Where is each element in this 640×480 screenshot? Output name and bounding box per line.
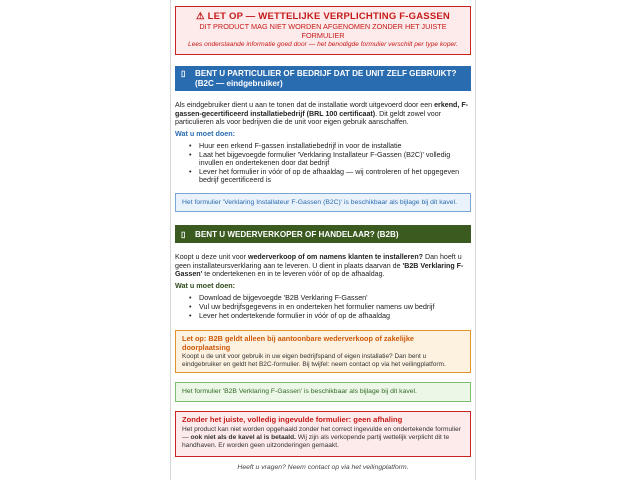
list-item: • Lever het ondertekende formulier in vóór of op de afhaaldag [189,312,471,320]
b2b-info-box: Het formulier 'B2B Verklaring F-Gassen' is beschikbaar als bijlage bij dit kavel. [175,382,471,402]
b2c-steps-list [189,142,471,184]
b2b-todo-label: Wat u moet doen: [175,281,236,291]
list-item: • Huur een erkend F-gassen installatiebedrijf in voor de installatie [189,142,471,150]
document-page [170,0,476,480]
b2b-paragraph: Koopt u deze unit voor wederverkoop of om namens klanten te installeren? Dan hoeft u geen installateursverklaring aan te leveren. U dient in plaats daarvan de 'B2B Verklaring F-Gassen' te ondertekenen en in te leveren vóór of op de afhaaldag. [175,253,464,279]
b2b-heading: ▯ BENT U WEDERVERKOPER OF HANDELAAR? (B2B) [175,225,471,243]
b2b-warning-box [175,330,471,373]
final-warning-body: Het product kan niet worden opgehaald zonder het correct ingevulde en ondertekende formulier — ook niet als de kavel al is betaald. Wij zijn als verkopende partij wettelijk verplicht dit te handhaven. Er worden geen uitzonderingen gemaakt. [182,425,461,450]
b2c-info-box: Het formulier 'Verklaring Installateur F-Gassen (B2C)' is beschikbaar als bijlage bij dit kavel. [175,193,471,212]
list-item: • Lever het formulier in vóór of op de afhaaldag — wij controleren of het opgegeven bedrijf gecertificeerd is [189,168,471,185]
warning-title: ⚠ LET OP — WETTELIJKE VERPLICHTING F-GASSEN [196,11,450,22]
footer-note: Heeft u vragen? Neem contact op via het veilingplatform. [237,463,409,471]
list-item: • Vul uw bedrijfsgegevens in en onderteken het formulier namens uw bedrijf [189,303,471,311]
b2b-steps-list [189,294,471,320]
box-icon: ▯ [181,69,186,78]
final-warning-title: Zonder het juiste, volledig ingevulde formulier: geen afhaling [182,414,403,424]
warning-subtitle: DIT PRODUCT MAG NIET WORDEN AFGENOMEN ZONDER HET JUISTE FORMULIER [199,22,447,40]
list-item: • Download de bijgevoegde 'B2B Verklaring F-Gassen' [189,294,471,302]
warning-icon: ⚠ [196,11,205,22]
legal-warning-box [175,6,471,55]
final-warning-box [175,411,471,457]
warning-note: Lees onderstaande informatie goed door — het benodigde formulier verschilt per type koper. [188,41,458,48]
b2b-warning-title: Let op: B2B geldt alleen bij aantoonbare wederverkoop of zakelijke doorplaatsing [182,333,414,352]
b2c-todo-label: Wat u moet doen: [175,128,236,138]
b2c-heading: ▯ BENT U PARTICULIER OF BEDRIJF DAT DE UNIT ZELF GEBRUIKT? (B2C — eindgebruiker) [175,66,471,91]
b2b-warning-body: Koopt u de unit voor gebruik in uw eigen bedrijfspand of eigen installatie? Dan bent u eindgebruiker en geldt het B2C-formulier. Bij twijfel: neem contact op via het veilingplatform. [182,352,446,368]
box-icon: ▯ [181,229,186,239]
b2c-paragraph: Als eindgebruiker dient u aan te tonen dat de installatie wordt uitgevoerd door een erkend, F-gassen-gecertificeerd installatiebedrijf (BRL 100 certificaat). Dit geldt zowel voor particulieren als voor bedrijven die de unit voor eigen gebruik aanschaffen. [175,101,469,127]
list-item: • Laat het bijgevoegde formulier 'Verklaring Installateur F-Gassen (B2C)' volledig invullen en ondertekenen door dat bedrijf [189,151,471,168]
